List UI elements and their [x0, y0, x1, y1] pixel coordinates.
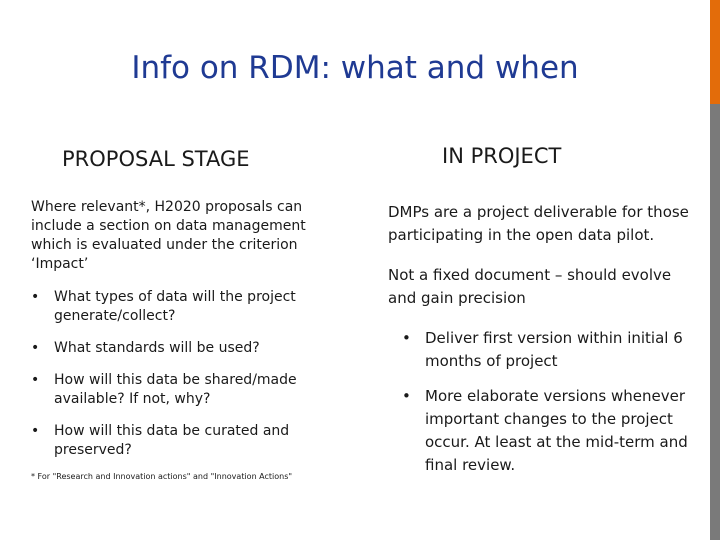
list-item	[402, 385, 702, 477]
list-item	[31, 422, 331, 460]
in-project-list	[402, 327, 702, 489]
bullet-icon: •	[31, 372, 40, 388]
list-item-text: How will this data be curated and preserved?	[54, 423, 290, 458]
bullet-icon: •	[402, 387, 411, 405]
list-item-text: More elaborate versions whenever important changes to the project occur. At least at the mid-term and final review.	[425, 387, 688, 474]
bullet-icon: •	[31, 423, 40, 439]
list-item-text: Deliver first version within initial 6 months of project	[425, 329, 683, 370]
dmp-deliverable-text: DMPs are a project deliverable for those participating in the open data pilot.	[388, 203, 689, 244]
list-item	[31, 371, 331, 409]
in-project-heading: IN PROJECT	[442, 144, 562, 168]
list-item-text: How will this data be shared/made available? If not, why?	[54, 372, 297, 407]
bullet-icon: •	[402, 329, 411, 347]
list-item	[31, 288, 331, 326]
footnote: * For "Research and Innovation actions" and "Innovation Actions"	[31, 472, 293, 481]
list-item-text: What types of data will the project generate/collect?	[54, 289, 296, 324]
list-item	[402, 327, 702, 373]
list-item	[31, 339, 331, 358]
proposal-stage-heading: PROPOSAL STAGE	[62, 147, 250, 171]
bullet-icon: •	[31, 340, 40, 356]
side-accent-top	[710, 0, 720, 104]
list-item-text: What standards will be used?	[54, 340, 260, 356]
proposal-intro-text: Where relevant*, H2020 proposals can include a section on data management which is evaluated under the criterion ‘Impact’	[31, 199, 306, 272]
proposal-questions-list	[31, 288, 331, 473]
evolving-document-text: Not a fixed document – should evolve and gain precision	[388, 266, 672, 307]
bullet-icon: •	[31, 289, 40, 305]
slide-title: Info on RDM: what and when	[131, 50, 579, 86]
